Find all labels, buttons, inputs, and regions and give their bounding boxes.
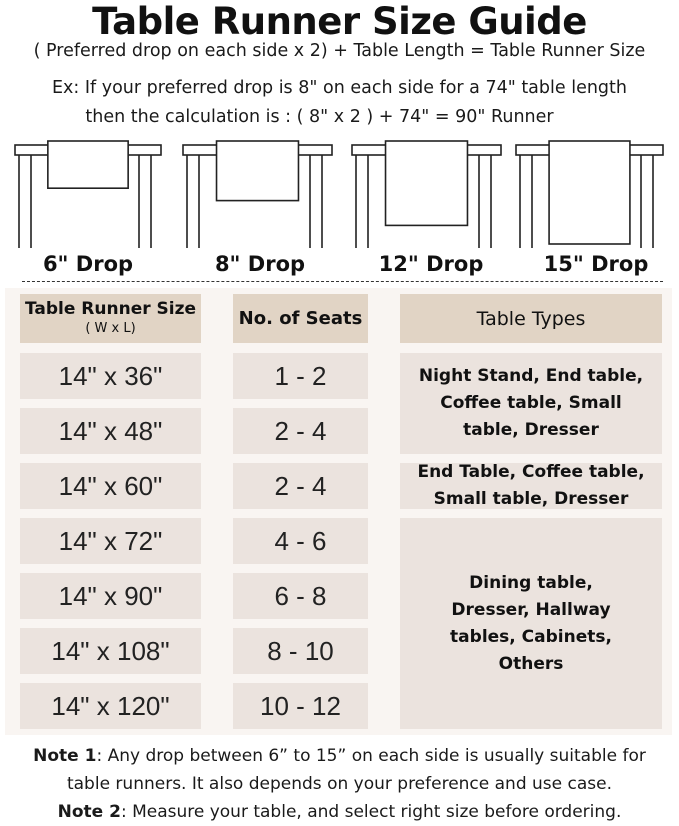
- header-seats: No. of Seats: [233, 294, 368, 343]
- table-row-seats: 8 - 10: [233, 628, 368, 674]
- table-row-seats: 1 - 2: [233, 353, 368, 399]
- drop-label-6: 6" Drop: [42, 252, 134, 276]
- table-row-seats: 4 - 6: [233, 518, 368, 564]
- table-row-size: 14" x 108": [20, 628, 201, 674]
- drop-label-12: 12" Drop: [378, 252, 484, 276]
- note-1: [0, 746, 679, 766]
- header-size-label: Table Runner Size: [24, 298, 197, 319]
- table-runner: [549, 141, 630, 244]
- table-runner: [217, 141, 299, 201]
- table-row-size: 14" x 120": [20, 683, 201, 729]
- table-row-seats: 2 - 4: [233, 408, 368, 454]
- header-size-sub: ( W x L): [85, 320, 136, 336]
- table-row-seats: 6 - 8: [233, 573, 368, 619]
- example-line-2: then the calculation is : ( 8" x 2 ) + 74" = 90" Runner: [85, 107, 554, 127]
- note-1-cont: table runners. It also depends on your preference and use case.: [66, 774, 613, 794]
- note-2: [0, 802, 679, 822]
- table-row-size: 14" x 60": [20, 463, 201, 509]
- table-runner: [386, 141, 468, 225]
- table-row-seats: 2 - 4: [233, 463, 368, 509]
- table-row-size: 14" x 48": [20, 408, 201, 454]
- note-2-label: Note 2: [57, 802, 121, 822]
- table-runner: [48, 141, 128, 188]
- dashed-divider: [22, 281, 663, 282]
- example-line-1: Ex: If your preferred drop is 8" on each side for a 74" table length: [51, 78, 627, 98]
- table-types-group: Night Stand, End table, Coffee table, Small table, Dresser: [400, 353, 662, 454]
- drop-label-15: 15" Drop: [543, 252, 649, 276]
- drop-label-8: 8" Drop: [214, 252, 306, 276]
- table-row-size: 14" x 72": [20, 518, 201, 564]
- note-1-text: : Any drop between 6” to 15” on each side is usually suitable for: [96, 746, 646, 766]
- table-row-size: 14" x 36": [20, 353, 201, 399]
- page-title: Table Runner Size Guide: [92, 0, 587, 43]
- table-types-group: Dining table, Dresser, Hallway tables, Cabinets, Others: [400, 518, 662, 729]
- table-types-group: End Table, Coffee table, Small table, Dresser: [400, 463, 662, 509]
- note-1-label: Note 1: [33, 746, 97, 766]
- formula-text: ( Preferred drop on each side x 2) + Table Length = Table Runner Size: [33, 41, 646, 61]
- table-row-seats: 10 - 12: [233, 683, 368, 729]
- header-types: Table Types: [400, 294, 662, 343]
- drop-illustrations: [0, 130, 679, 250]
- table-row-size: 14" x 90": [20, 573, 201, 619]
- header-size: [20, 294, 201, 343]
- note-2-text: : Measure your table, and select right size before ordering.: [120, 802, 622, 822]
